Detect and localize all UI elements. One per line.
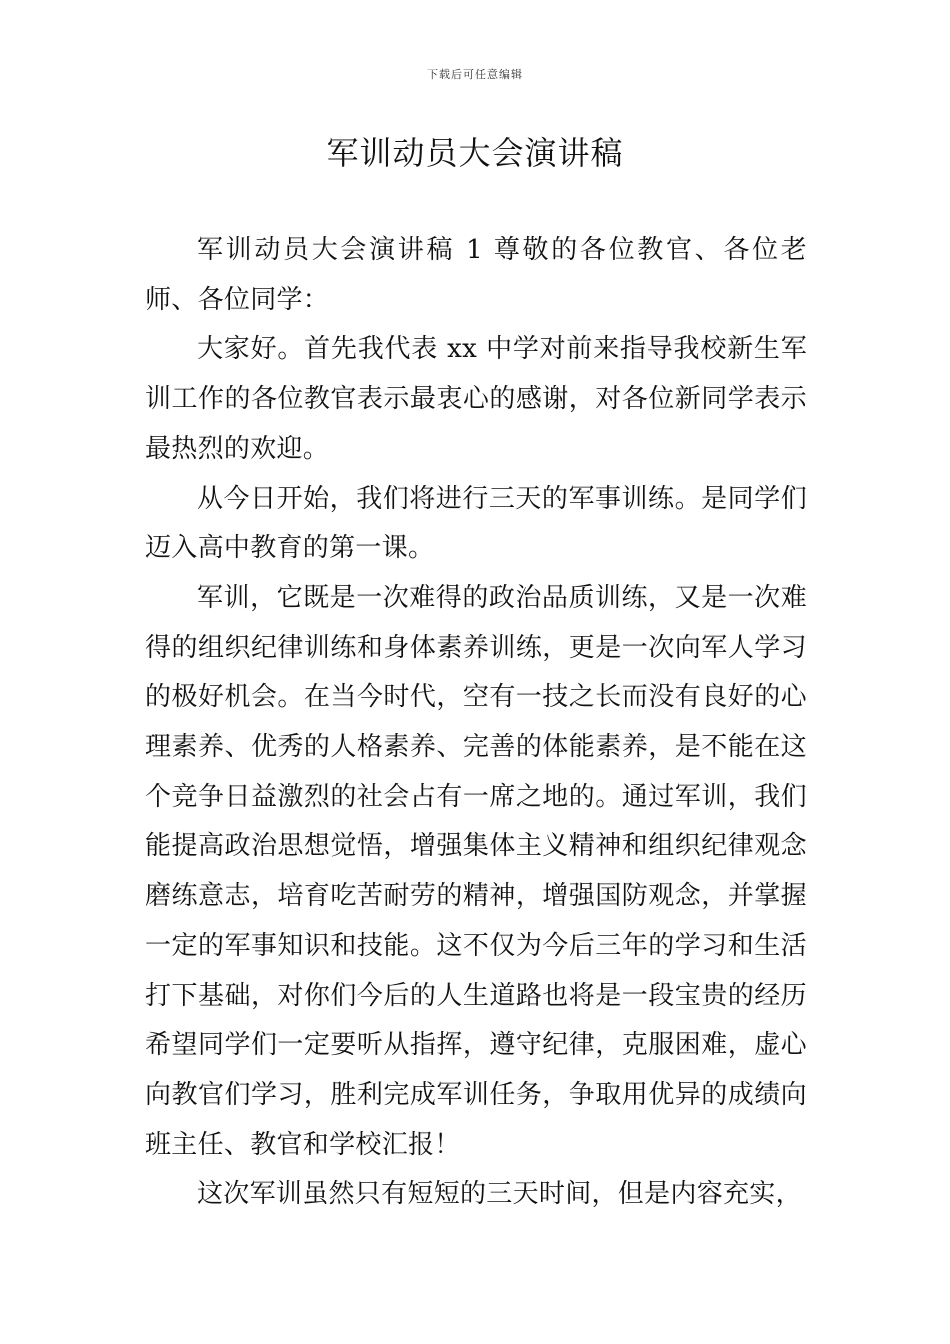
paragraph-2: 大家好。首先我代表 xx 中学对前来指导我校新生军训工作的各位教官表示最衷心的感谢，对各位新同学表示最热烈的欢迎。 [145, 334, 807, 464]
header-note: 下载后可任意编辑 [427, 68, 523, 81]
document-body [145, 226, 807, 1220]
paragraph-3: 从今日开始，我们将进行三天的军事训练。是同学们迈入高中教育的第一课。 [145, 483, 807, 564]
paragraph-1: 军训动员大会演讲稿 1 尊敬的各位教官、各位老师、各位同学： [145, 235, 807, 315]
paragraph-4: 军训，它既是一次难得的政治品质训练，又是一次难得的组织纪律训练和身体素养训练，更是一次向军人学习的极好机会。在当今时代，空有一技之长而没有良好的心理素养、优秀的人格素养、完善的体能素养，是不能在这个竞争日益激烈的社会占有一席之地的。通过军训，我们能提高政治思想觉悟，增强集体主义精神和组织纪律观念磨练意志，培育吃苦耐劳的精神，增强国防观念，并掌握一定的军事知识和技能。这不仅为今后三年的学习和生活打下基础，对你们今后的人生道路也将是一段宝贵的经历希望同学们一定要听从指挥，遵守纪律，克服困难，虚心向教官们学习，胜利完成军训任务，争取用优异的成绩向班主任、教官和学校汇报！ [145, 582, 807, 1160]
paragraph-5: 这次军训虽然只有短短的三天时间，但是内容充实， [197, 1179, 802, 1210]
document-title: 军训动员大会演讲稿 [326, 134, 624, 172]
